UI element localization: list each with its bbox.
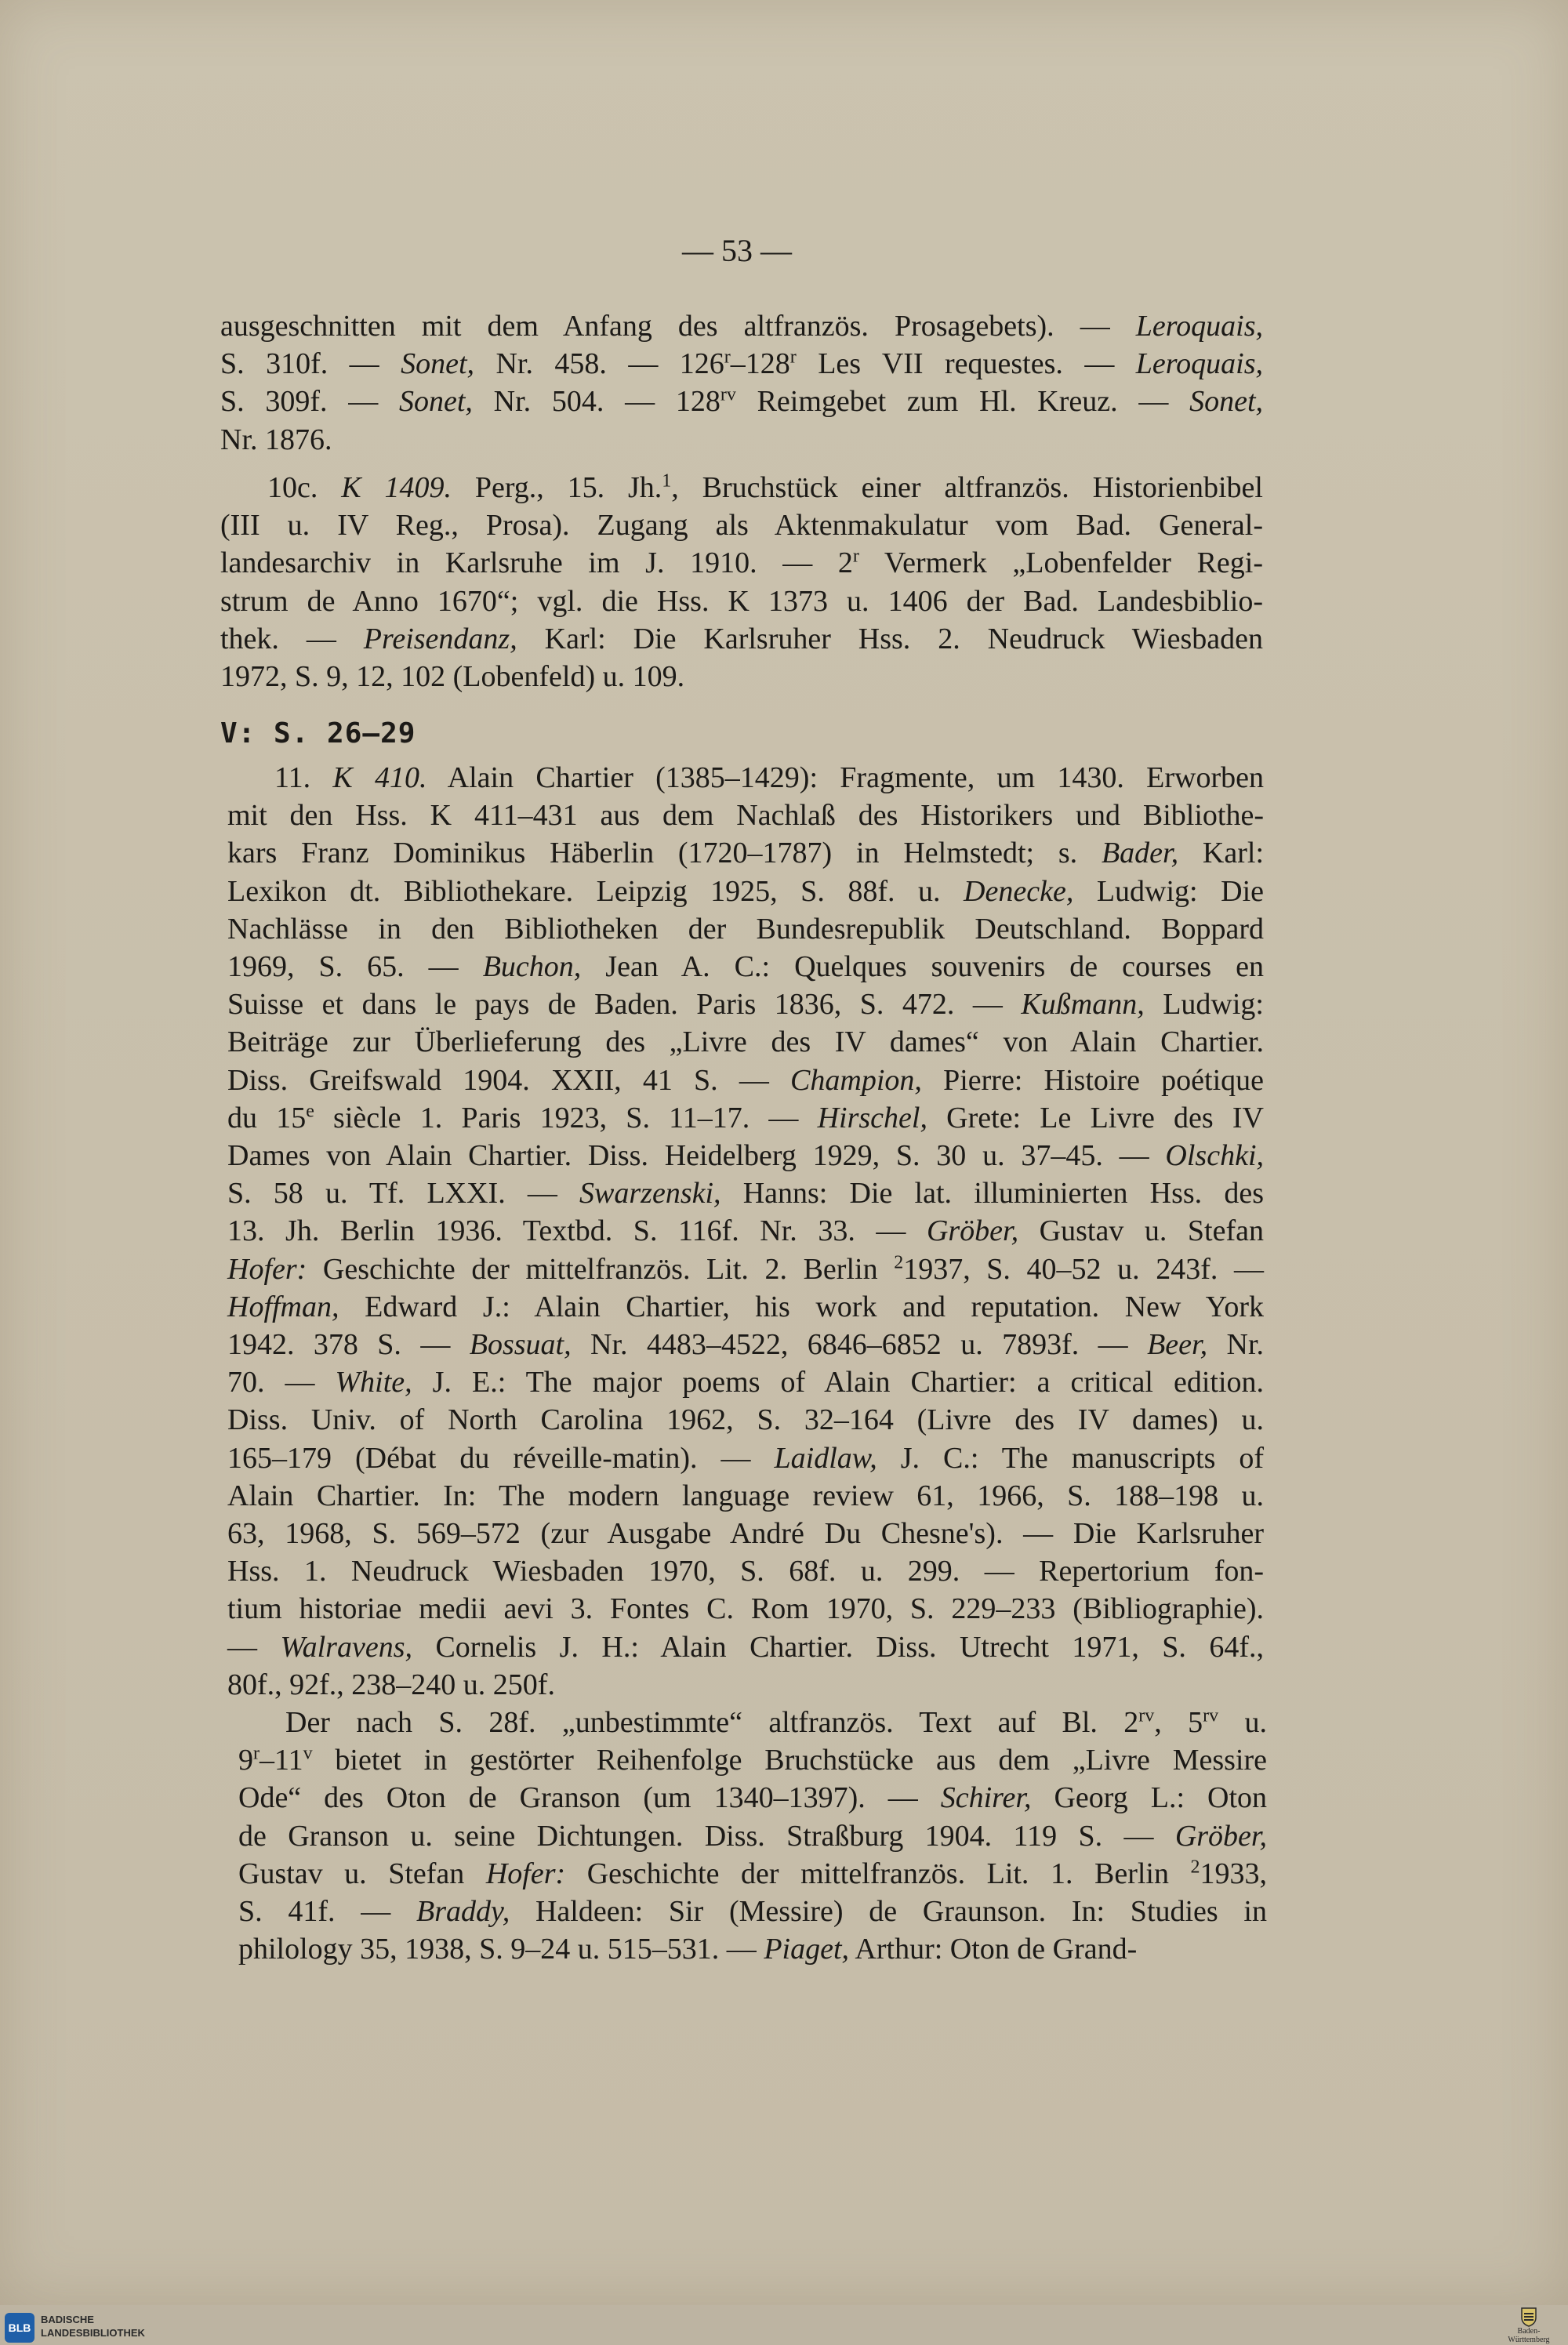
text-line: 1969, S. 65. — Buchon, Jean A. C.: Quelques souvenirs de courses en <box>227 950 1264 984</box>
text-line: landesarchiv in Karlsruhe im J. 1910. — 2$^r$ Vermerk „Lobenfelder Regi- <box>220 546 1264 580</box>
text-line: Diss. Greifswald 1904. XXII, 41 S. — Champion, Pierre: Histoire poétique <box>227 1063 1265 1097</box>
page-number: — 53 — <box>682 233 792 268</box>
state-crest <box>1497 2305 1560 2343</box>
text-line: Beiträge zur Überlieferung des „Livre des IV dames“ von Alain Chartier. <box>227 1025 1264 1059</box>
text-line: de Granson u. seine Dichtungen. Diss. Straßburg 1904. 119 S. — Gröber, <box>238 1819 1267 1853</box>
text-line: S. 58 u. Tf. LXXI. — Swarzenski, Hanns: Die lat. illuminierten Hss. des <box>227 1177 1264 1211</box>
text-line: S. 309f. — Sonet, Nr. 504. — $128^{rv}$ Reimgebet zum Hl. Kreuz. — Sonet, <box>220 384 1264 419</box>
text-line: Suisse et dans le pays de Baden. Paris 1836, S. 472. — Kußmann, Ludwig: <box>227 988 1264 1022</box>
text-line: 70. — White, J. E.: The major poems of Alain Chartier: a critical edition. <box>227 1366 1265 1399</box>
text-line: S. 310f. — Sonet, Nr. 458. — 126$^r$–128$^r$ Les VII requestes. — Leroquais, <box>220 347 1263 381</box>
text-line: Der nach S. 28f. „unbestimmte“ altfranzös. Text auf Bl. $2^{rv}$, $5^{rv}$ u. <box>285 1705 1267 1739</box>
text-line: Hss. 1. Neudruck Wiesbaden 1970, S. 68f. u. 299. — Repertorium fon- <box>227 1555 1264 1588</box>
text-line: 10c. K 1409. Perg., 15. Jh.$^1$, Bruchstück einer altfranzös. Historienbibel <box>267 470 1263 504</box>
text-line: 1942. 378 S. — Bossuat, Nr. 4483–4522, 6846–6852 u. 7893f. — Beer, Nr. <box>227 1328 1265 1362</box>
text-line: Ode“ des Oton de Granson (um 1340–1397). — Schirer, Georg L.: Oton <box>238 1781 1268 1815</box>
section-heading: V: S. 26–29 <box>220 717 416 750</box>
text-line: mit den Hss. K 411–431 aus dem Nachlaß des Historikers und Bibliothe- <box>227 799 1264 833</box>
paragraph-leroquais-continuation <box>220 307 1263 459</box>
text-line: Nr. 1876. <box>220 423 332 456</box>
entry-11 <box>227 759 1264 1704</box>
text-line: 80f., 92f., 238–240 u. 250f. <box>227 1668 555 1701</box>
text-line: 13. Jh. Berlin 1936. Textbd. S. 116f. Nr. 33. — Gröber, Gustav u. Stefan <box>227 1214 1265 1248</box>
logo-line-1: BADISCHE <box>41 2314 94 2325</box>
text-line: strum de Anno 1670“; vgl. die Hss. K 1373 u. 1406 der Bad. Landesbiblio- <box>220 584 1263 618</box>
crest-label: Baden-Württemberg <box>1508 2327 1550 2344</box>
text-line: — Walravens, Cornelis J. H.: Alain Chartier. Diss. Utrecht 1971, S. 64f., <box>227 1630 1265 1664</box>
text-line: Lexikon dt. Bibliothekare. Leipzig 1925, S. 88f. u. Denecke, Ludwig: Die <box>227 874 1265 908</box>
text-line: Diss. Univ. of North Carolina 1962, S. 32–164 (Livre des IV dames) u. <box>227 1403 1264 1437</box>
logo-line-2: LANDESBIBLIOTHEK <box>41 2327 145 2339</box>
text-line: Gustav u. Stefan Hofer: Geschichte der mittelfranzös. Lit. 1. Berlin $^2$1933, <box>238 1857 1268 1890</box>
text-line: 63, 1968, S. 569–572 (zur Ausgabe André Du Chesne's). — Die Karlsruher <box>227 1517 1264 1551</box>
text-line: tium historiae medii aevi 3. Fontes C. Rom 1970, S. 229–233 (Bibliographie). <box>227 1592 1264 1626</box>
text-line: S. 41f. — Braddy, Haldeen: Sir (Messire) de Graunson. In: Studies in <box>238 1895 1267 1929</box>
text-line: 165–179 (Débat du réveille-matin). — Laidlaw, J. C.: The manuscripts of <box>227 1441 1264 1475</box>
text-line: Hofer: Geschichte der mittelfranzös. Lit. 2. Berlin $^2$1937, S. 40–52 u. 243f. — <box>227 1251 1265 1286</box>
section-heading-block <box>220 715 1263 753</box>
text-line: Dames von Alain Chartier. Diss. Heidelberg 1929, S. 30 u. 37–45. — Olschki, <box>227 1139 1264 1173</box>
library-logo-text <box>41 2313 145 2340</box>
text-line: (III u. IV Reg., Prosa). Zugang als Aktenmakulatur vom Bad. General- <box>220 509 1263 543</box>
text-line: du 15e siècle 1. Paris 1923, S. 11–17. — Hirschel, Grete: Le Livre des IV <box>227 1101 1264 1134</box>
text-line: 1972, S. 9, 12, 102 (Lobenfeld) u. 109. <box>220 660 685 694</box>
text-line: kars Franz Dominikus Häberlin (1720–1787) in Helmstedt; s. Bader, Karl: <box>227 837 1264 870</box>
text-line: 11. K 410. Alain Chartier (1385–1429): Fragmente, um 1430. Erworben <box>274 761 1264 794</box>
footer-bar <box>0 2305 1568 2345</box>
text-line: Hoffman, Edward J.: Alain Chartier, his work and reputation. New York <box>227 1290 1264 1323</box>
text-line: Nachlässe in den Bibliotheken der Bundesrepublik Deutschland. Boppard <box>227 912 1264 946</box>
paragraph-oton-de-granson <box>238 1704 1267 1968</box>
text-line: ausgeschnitten mit dem Anfang des altfranzös. Prosagebets). — Leroquais, <box>220 310 1263 343</box>
logo-short: BLB <box>8 2321 31 2334</box>
text-line: philology 35, 1938, S. 9–24 u. 515–531. — Piaget, Arthur: Oton de Grand- <box>238 1933 1138 1966</box>
blb-logo-icon <box>5 2313 34 2343</box>
text-line: Alain Chartier. In: The modern language review 61, 1966, S. 188–198 u. <box>227 1479 1264 1512</box>
text-line: 9$^r$–11$^v$ bietet in gestörter Reihenfolge Bruchstücke aus dem „Livre Messire <box>238 1743 1267 1777</box>
text-line: thek. — Preisendanz, Karl: Die Karlsruher Hss. 2. Neudruck Wiesbaden <box>220 622 1263 655</box>
entry-10c <box>220 469 1263 695</box>
crest-icon <box>1520 2307 1537 2327</box>
